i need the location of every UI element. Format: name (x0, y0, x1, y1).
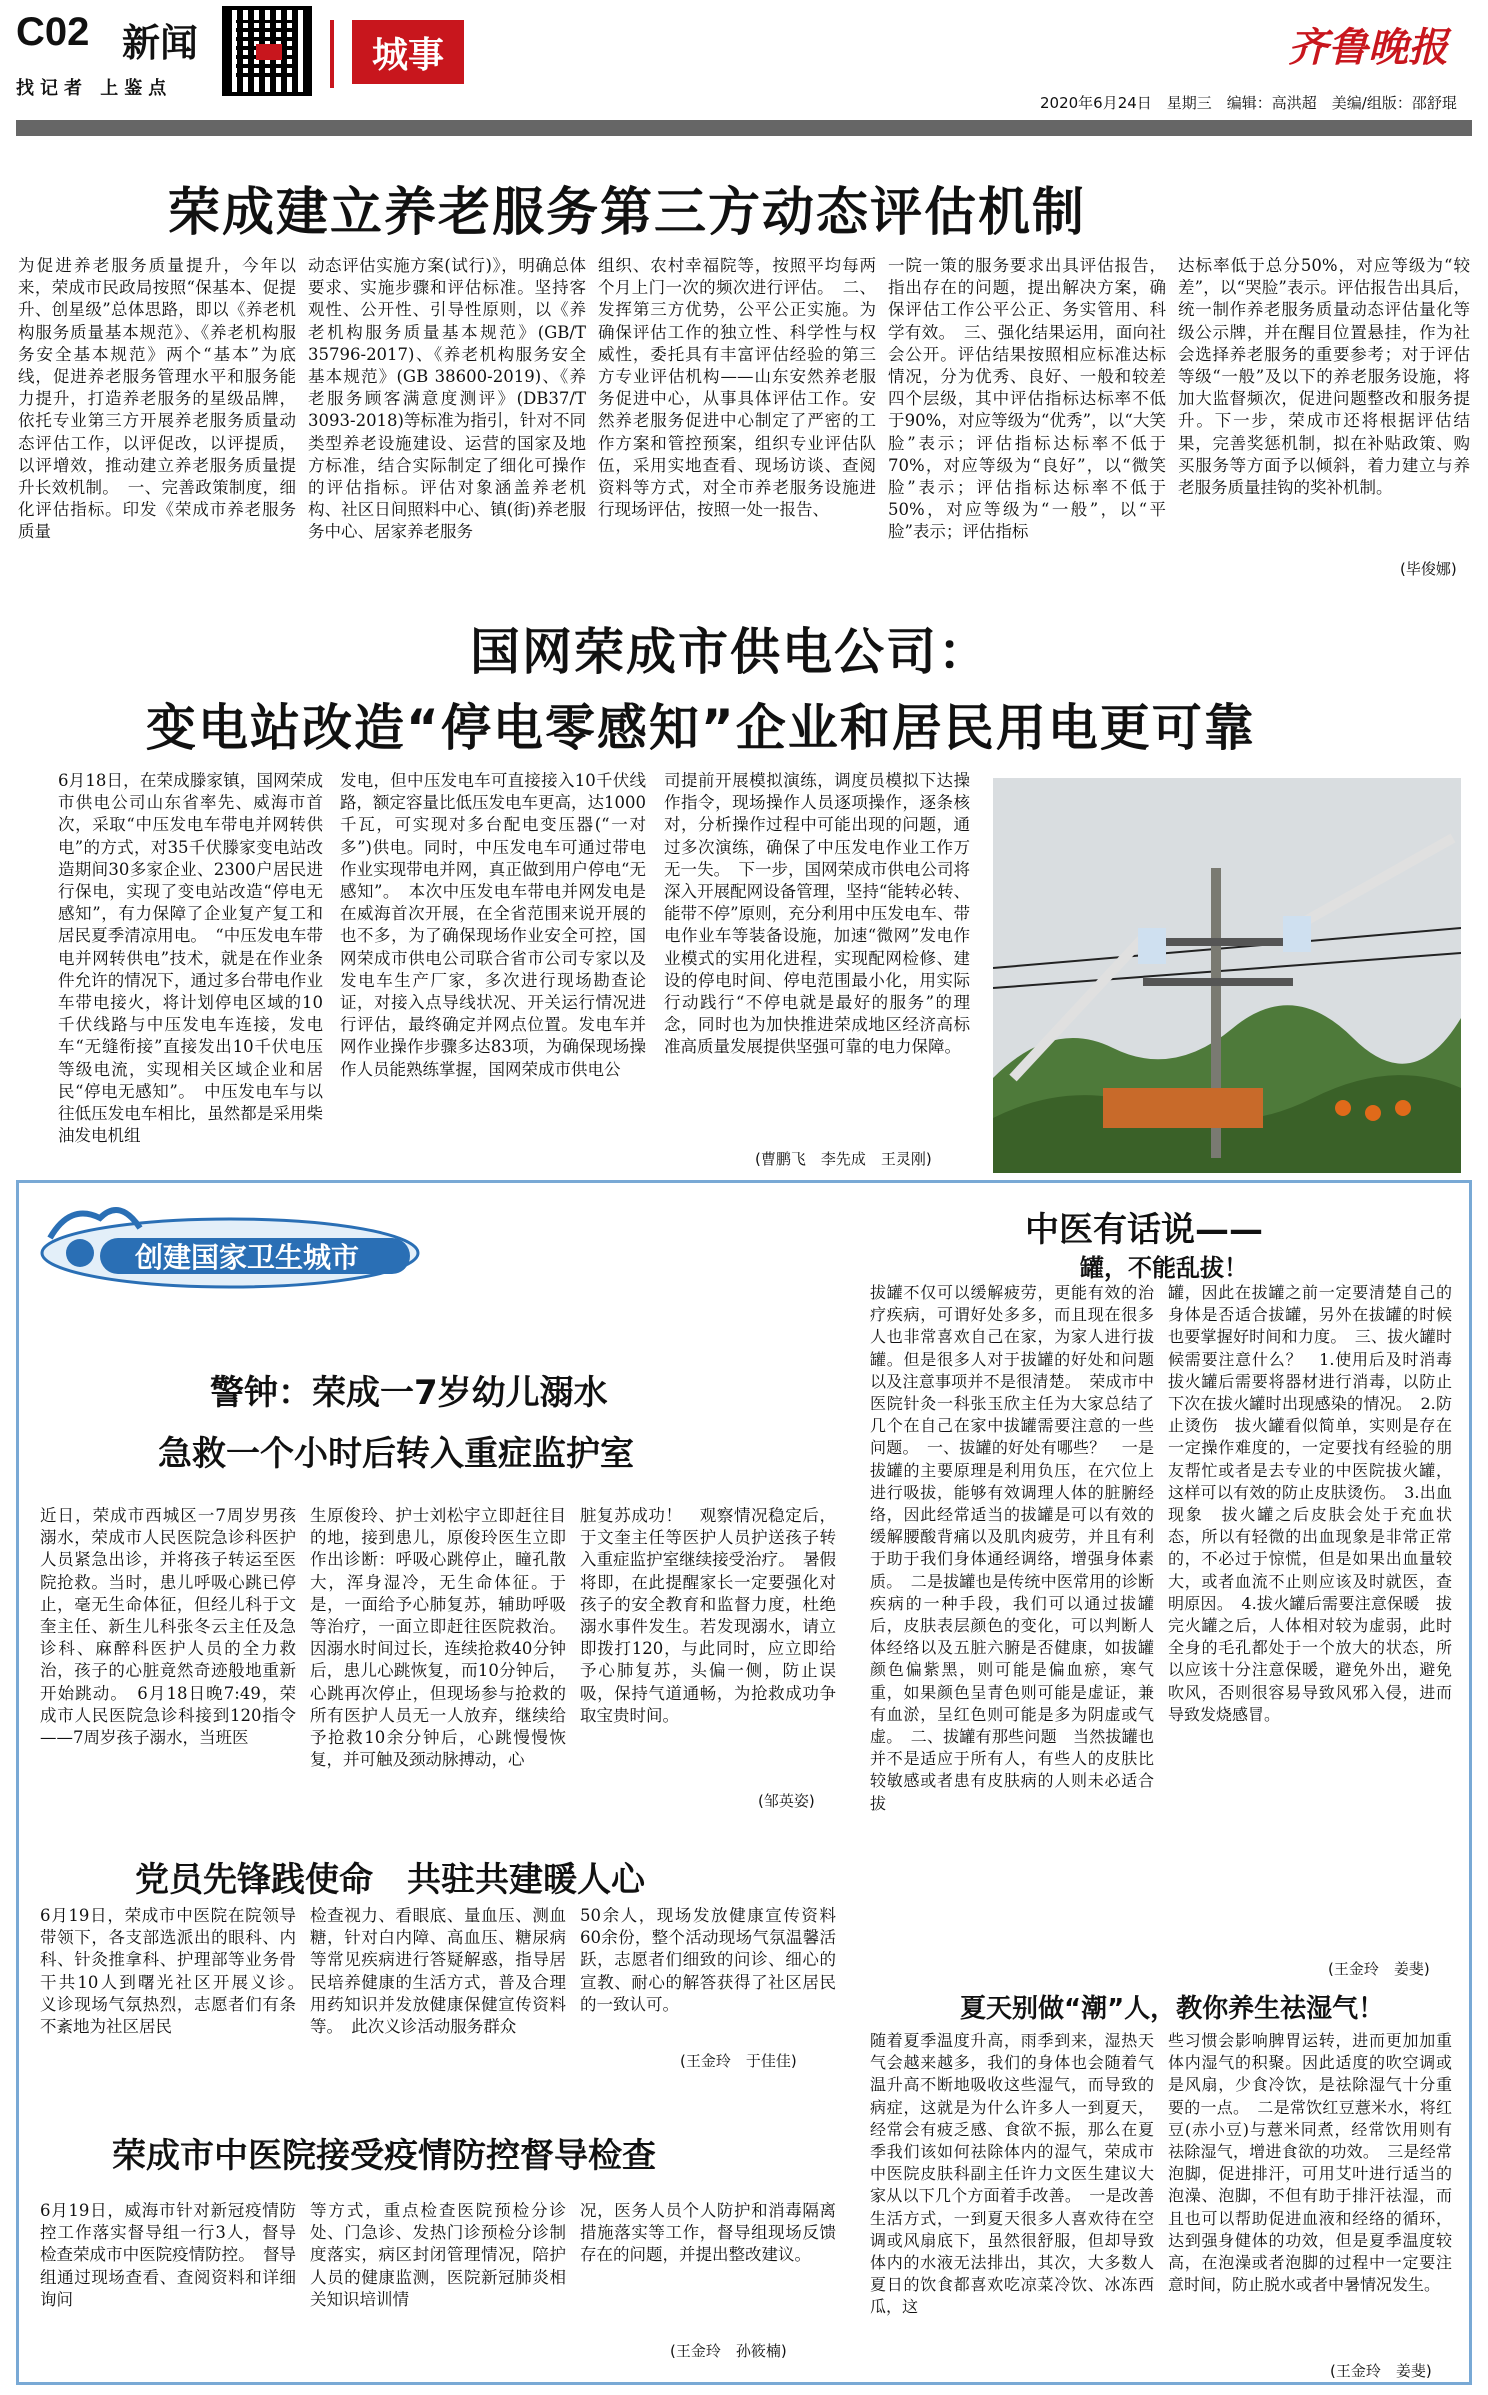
article-column: 组织、农村幸福院等，按照平均每两个月上门一次的频次进行评估。 二、发挥第三方优势，公平公正实施。为确保评估工作的独立性、科学性与权威性，委托具有丰富评估经验的第三方专业评估机构——山东安然养老服务促进中心，从事具体评估工作。安然养老服务促进中心制定了严密的工作方案和管控预案，组织专业评估队伍，采用实地查看、现场访谈、查阅资料等方式，对全市养老服务设施进行现场评估，按照一处一报告、 (598, 256, 876, 520)
byline: (毕俊娜) (1400, 560, 1457, 578)
article-column: 脏复苏成功！ 观察情况稳定后，于文奎主任等医护人员护送孩子转入重症监护室继续接受治疗。 暑假将即，在此提醒家长一定要强化对孩子的安全教育和监督力度，杜绝溺水事件发生。若发现溺水，请立即拨打120，与此同时，应立即给予心肺复苏，头偏一侧，防止误吸，保持气道通畅，为抢救成功争取宝贵时间。 (580, 1506, 836, 1725)
article-column: 司提前开展模拟演练，调度员模拟下达操作指令，现场操作人员逐项操作，逐条核对，分析操作过程中可能出现的问题，通过多次演练，确保了中压发电作业工作万无一失。 下一步，国网荣成市供电公司将深入开展配网设备管理，坚持“能转必转、能带不停”原则，充分利用中压发电车、带电作业车等装备设施，加速“微网”发电作业模式的实用化进程，实现配网检修、建设的停电时间、停电范围最小化，用实际行动践行“不停电就是最好的服务”的理念，同时也为加快推进荣成地区经济高标准高质量发展提供坚强可靠的电力保障。 (664, 771, 970, 1057)
byline: (王金玲 于佳佳) (680, 2052, 797, 2070)
byline: (王金玲 姜斐) (1328, 1960, 1430, 1978)
newspaper-logo: 齐鲁晚报 (1288, 24, 1448, 71)
article-headline: 变电站改造“停电零感知”企业和居民用电更可靠 (146, 699, 1256, 757)
article-column: 发电，但中压发电车可直接接入10千伏线路，额定容量比低压发电车更高，达1000千瓦，可实现对多台配电变压器(“一对多”)供电。同时，中压发电车可通过带电作业实现带电并网，真正做到用户停电“无感知”。 本次中压发电车带电并网发电是在威海首次开展，在全省范围来说开展的也不多，为了确保现场作业安全可控，国网荣成市供电公司联合省市公司专家以及发电车生产厂家，多次进行现场勘查论证，对接入点导线状况、开关运行情况进行评估，最终确定并网点位置。发电车并网作业操作步骤多达83项，为确保现场操作人员能熟练掌握，国网荣成市供电公 (340, 771, 646, 1079)
article-column: 些习惯会影响脾胃运转，进而更加加重体内湿气的积聚。因此适度的吹空调或是风扇，少食冷饮，是祛除湿气十分重要的一点。 二是常饮红豆薏米水，将红豆(赤小豆)与薏米同煮，经常饮用则有祛除湿气，增进食欲的功效。 三是经常泡脚，促进排汗，可用艾叶进行适当的泡澡、泡脚，不但有助于排汗祛湿，而且也可以帮助促进血液和经络的循环，达到强身健体的功效，但是夏季温度较高，在泡澡或者泡脚的过程中一定要注意时间，防止脱水或者中暑情况发生。 (1168, 2031, 1452, 2295)
health-city-logo (40, 1198, 420, 1298)
article-column: 动态评估实施方案(试行)》，明确总体要求、实施步骤和评估标准。坚持客观性、公开性、引导性原则，以《养老机构服务质量基本规范》(GB/T 35796-2017)、《养老机构服务安全基本规范》(GB 38600-2019)、《养老服务顾客满意度测评》(DB37/T 3093-2018)等标准为指引，针对不同类型养老设施建设、运营的国家及地方标准，结合实际制定了细化可操作的评估指标。评估对象涵盖养老机构、社区日间照料中心、镇(街)养老服务中心、居家养老服务 (308, 256, 586, 542)
section-subtitle: 找记者 上鉴点 (16, 78, 173, 99)
article-column: 况，医务人员个人防护和消毒隔离措施落实等工作，督导组现场反馈存在的问题，并提出整改建议。 (580, 2201, 836, 2265)
logo-text: 创建国家卫生城市 (135, 1241, 360, 1274)
byline: (邹英姿) (758, 1792, 815, 1810)
article-headline: 荣成建立养老服务第三方动态评估机制 (168, 183, 1087, 243)
article-headline: 中医有话说—— (1025, 1210, 1263, 1250)
news-photo (993, 778, 1461, 1173)
article-column: 达标率低于总分50%，对应等级为“较差”，以“哭脸”表示。评估报告出具后，统一制作养老服务质量动态评估量化等级公示牌，并在醒目位置悬挂，作为社会选择养老服务的重要参考；对于评估等级“一般”及以下的养老服务设施，将加大监督频次，促进问题整改和服务提升。下一步，荣成市还将根据评估结果，完善奖惩机制，拟在补贴政策、购买服务等方面予以倾斜，着力建立与养老服务质量挂钩的奖补机制。 (1178, 256, 1470, 498)
article-column: 生原俊玲、护士刘松宇立即赶往目的地，接到患儿，原俊玲医生立即作出诊断：呼吸心跳停止，瞳孔散大，浑身湿冷，无生命体征。于是，一面给予心肺复苏，辅助呼吸等治疗，一面立即赶往医院救治。因溺水时间过长，连续抢救40分钟后，患儿心跳恢复，而10分钟后，心跳再次停止，但现场参与抢救的所有医护人员无一人放弃，继续给予抢救10余分钟后，心跳慢慢恢复，并可触及颈动脉搏动，心 (310, 1506, 566, 1770)
article-column: 6月18日，在荣成滕家镇，国网荣成市供电公司山东省率先、威海市首次，采取“中压发电车带电并网转供电”的方式，对35千伏滕家变电站改造期间30多家企业、2300户居民进行保电，实现了变电站改造“停电无感知”，有力保障了企业复产复工和居民夏季清凉用电。 “中压发电车带电并网转供电”技术，就是在作业条件允许的情况下，通过多台带电作业车带电接火，将计划停电区域的10千伏线路与中压发电车连接，发电车“无缝衔接”直接发出10千伏电压等级电流，实现相关区域企业和居民“停电无感知”。 中压发电车与以往低压发电车相比，虽然都是采用柴油发电机组 (58, 771, 323, 1146)
article-column: 一院一策的服务要求出具评估报告，指出存在的问题，提出解决方案，确保评估工作公平公正、务实管用、科学有效。 三、强化结果运用，面向社会公开。评估结果按照相应标准达标情况，分为优秀、良好、一般和较差四个层级，其中评估指标达标率不低于90%，对应等级为“优秀”，以“大笑脸”表示；评估指标达标率不低于70%，对应等级为“良好”，以“微笑脸”表示；评估指标达标率不低于50%，对应等级为“一般”，以“平脸”表示；评估指标 (888, 256, 1166, 542)
article-column: 近日，荣成市西城区一7周岁男孩溺水，荣成市人民医院急诊科医护人员紧急出诊，并将孩子转运至医院抢救。当时，患儿呼吸心跳已停止，毫无生命体征，但经儿科于文奎主任、新生儿科张冬云主任及急诊科、麻醉科医护人员的全力救治，孩子的心脏竟然奇迹般地重新开始跳动。 6月18日晚7:49，荣成市人民医院急诊科接到120指令——7周岁孩子溺水，当班医 (40, 1506, 296, 1748)
column-tag: 城事 (352, 20, 464, 84)
article-headline: 荣成市中医院接受疫情防控督导检查 (112, 2136, 656, 2176)
byline: (王金玲 孙筱楠) (670, 2342, 787, 2360)
header-rule (16, 120, 1472, 136)
issue-meta: 2020年6月24日 星期三 编辑：高洪超 美编/组版：邵舒琨 (1040, 94, 1457, 112)
article-headline: 警钟：荣成一7岁幼儿溺水 (210, 1373, 608, 1413)
article-column: 检查视力、看眼底、量血压、测血糖，针对白内障、高血压、糖尿病等常见疾病进行答疑解惑，指导居民培养健康的生活方式，普及合理用药知识并发放健康保健宣传资料等。 此次义诊活动服务群众 (310, 1906, 566, 2037)
article-column: 随着夏季温度升高，雨季到来，湿热天气会越来越多，我们的身体也会随着气温升高不断地吸收这些湿气，而导致的病症，这就是为什么许多人一到夏天，经常会有疲乏感、食欲不振，那么在夏季我们该如何祛除体内的湿气，荣成市中医院皮肤科副主任许力文医生建议大家从以下几个方面着手改善。 一是改善生活方式，一到夏天很多人喜欢待在空调或风扇底下，虽然很舒服，但却导致体内的水液无法排出，其次，大多数人夏日的饮食都喜欢吃凉菜冷饮、冰冻西瓜，这 (870, 2031, 1154, 2317)
article-column: 拔罐不仅可以缓解疲劳，更能有效的治疗疾病，可谓好处多多，而且现在很多人也非常喜欢自己在家，为家人进行拔罐。但是很多人对于拔罐的好处和问题以及注意事项并不是很清楚。 荣成市中医院针灸一科张玉欣主任为大家总结了几个在自己在家中拔罐需要注意的一些问题。 一、拔罐的好处有哪些？ 一是拔罐的主要原理是利用负压，在穴位上进行吸拔，能够有效调理人体的脏腑经络，因此经常适当的拔罐是可以有效的缓解腰酸背痛以及肌肉疲劳，并且有利于助于我们身体通经调络，增强身体素质。 二是拔罐也是传统中医常用的诊断疾病的一种手段，我们可以通过拔罐后，皮肤表层颜色的变化，可以判断人体经络以及五脏六腑是否健康，如拔罐颜色偏紫黑，则可能是偏血瘀，寒气重，如果颜色呈青色则可能是虚证，兼有血淤，呈红色则可能是多为阴虚或气虚。 二、拔罐有那些问题 当然拔罐也并不是适应于所有人，有些人的皮肤比较敏感或者患有皮肤病的人则未必适合拔 (870, 1283, 1154, 1813)
article-column: 等方式，重点检查医院预检分诊处、门急诊、发热门诊预检分诊制度落实，病区封闭管理情况，陪护人员的健康监测，医院新冠肺炎相关知识培训情 (310, 2201, 566, 2309)
article-column: 50余人，现场发放健康宣传资料60余份，整个活动现场气氛温馨活跃，志愿者们细致的问诊、细心的宣教、耐心的解答获得了社区居民的一致认可。 (580, 1906, 836, 2014)
article-column: 为促进养老服务质量提升，今年以来，荣成市民政局按照“保基本、促提升、创星级”总体思路，即以《养老机构服务质量基本规范》、《养老机构服务安全基本规范》两个“基本”为底线，促进养老服务管理水平和服务能力提升，打造养老服务的星级品牌，依托专业第三方开展养老服务质量动态评估工作，以评促改，以评提质，以评增效，推动建立养老服务质量提升长效机制。 一、完善政策制度，细化评估指标。印发《荣成市养老服务质量 (18, 256, 296, 542)
byline: (王金玲 姜斐) (1330, 2362, 1432, 2380)
article-column: 罐，因此在拔罐之前一定要清楚自己的身体是否适合拔罐，另外在拔罐的时候也要掌握好时间和力度。 三、拔火罐时候需要注意什么？ 1.使用后及时消毒 拔火罐后需要将器材进行消毒，以防止下次在拔火罐时出现感染的情况。 2.防止烫伤 拔火罐看似简单，实则是存在一定操作难度的，一定要找有经验的朋友帮忙或者是去专业的中医院拔火罐，这样可以有效的防止皮肤烫伤。 3.出血现象 拔火罐之后皮肤会处于充血状态，所以有轻微的出血现象是非常正常的，不必过于惊慌，但是如果出血量较大，或者血流不止则应该及时就医，查明原因。 4.拔火罐后需要注意保暖 拔完火罐之后，人体相对较为虚弱，此时全身的毛孔都处于一个放大的状态，所以应该十分注意保暖，避免外出，避免吹风，否则很容易导致风邪入侵，进而导致发烧感冒。 (1168, 1283, 1469, 1724)
article-headline: 国网荣成市供电公司： (470, 623, 990, 681)
article-headline: 党员先锋践使命 共驻共建暖人心 (135, 1860, 645, 1900)
divider (330, 20, 334, 88)
article-column: 6月19日，威海市针对新冠疫情防控工作落实督导组一行3人，督导检查荣成市中医院疫情防控。 督导组通过现场查看、查阅资料和详细询问 (40, 2201, 296, 2309)
qr-code-icon[interactable] (222, 6, 312, 96)
article-headline: 夏天别做“潮”人，教你养生祛湿气！ (960, 1994, 1385, 2024)
article-subheadline: 罐，不能乱拔！ (1080, 1254, 1248, 1282)
section-name: 新闻 (122, 21, 199, 65)
article-headline: 急救一个小时后转入重症监护室 (158, 1434, 634, 1474)
article-column: 6月19日，荣成市中医院在院领导带领下，各支部选派出的眼科、内科、针灸推拿科、护理部等业务骨干共10人到曙光社区开展义诊。 义诊现场气氛热烈，志愿者们有条不紊地为社区居民 (40, 1906, 313, 2037)
page-number: C02 (16, 10, 90, 54)
byline: (曹鹏飞 李先成 王灵刚) (755, 1150, 932, 1168)
